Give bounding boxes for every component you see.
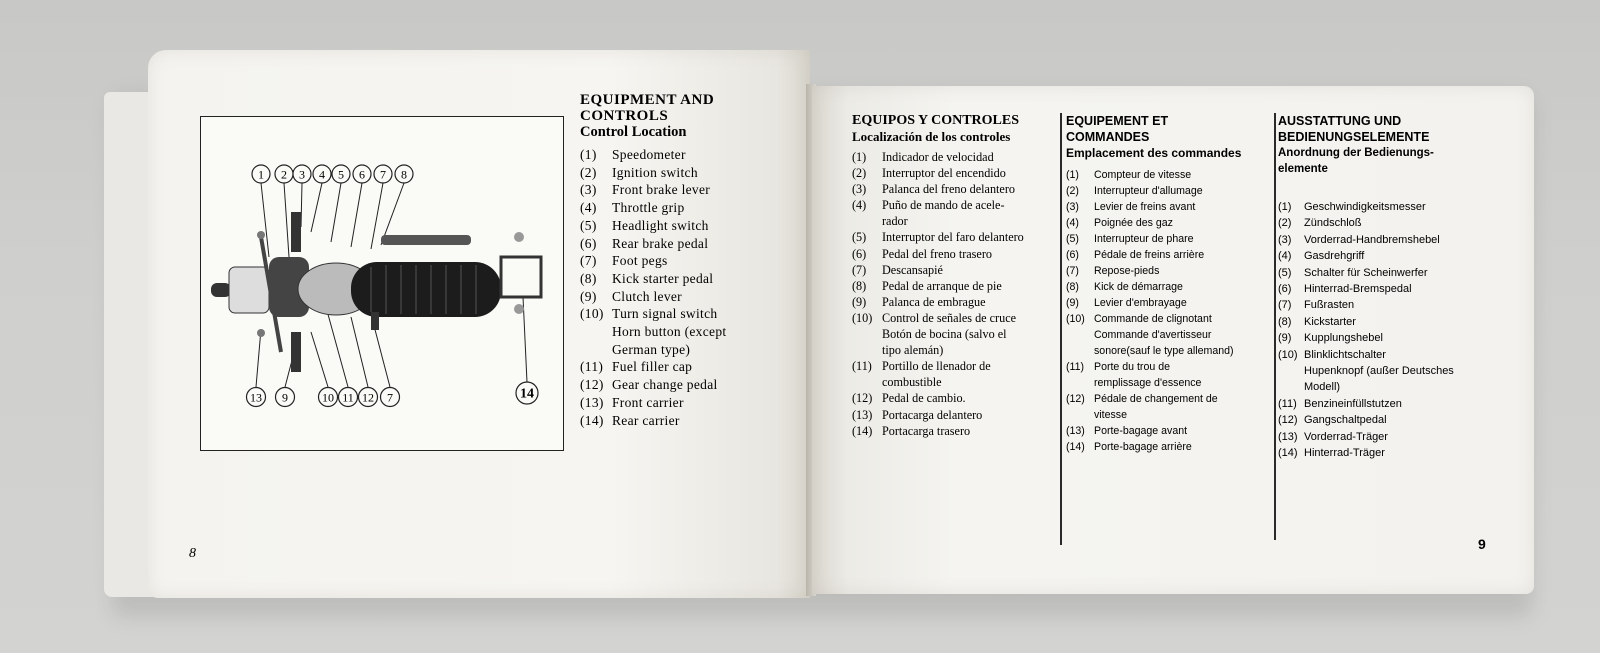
callout-label: 8	[401, 167, 407, 182]
page-number-left: 8	[189, 546, 196, 561]
item-label: Foot pegs	[612, 253, 668, 269]
item-number: (6)	[580, 235, 597, 251]
callout-label: 4	[319, 167, 325, 182]
list-item	[1066, 231, 1280, 247]
callout-label: 13	[250, 390, 262, 405]
item-label: Gear change pedal	[612, 377, 718, 393]
english-title: EQUIPMENT AND CONTROLS	[580, 92, 715, 124]
item-label: Pedal del freno trasero	[882, 246, 992, 261]
item-label: Gasdrehgriff	[1304, 250, 1365, 263]
list-item	[1066, 279, 1280, 295]
callout-label: 3	[299, 167, 305, 182]
item-label: Portacarga delantero	[882, 407, 983, 422]
list-item	[1278, 314, 1498, 330]
item-label: Front carrier	[612, 394, 684, 410]
callout-number	[395, 165, 413, 183]
item-label: Rear carrier	[612, 412, 680, 428]
list-item	[1066, 391, 1280, 423]
callout-number	[319, 388, 338, 407]
item-label: Compteur de vitesse	[1094, 169, 1192, 181]
english-section	[580, 92, 800, 429]
item-label: Ignition switch	[612, 164, 698, 180]
item-label: Headlight switch	[612, 217, 709, 233]
callout-number	[293, 165, 311, 183]
french-subtitle: Emplacement des commandes	[1066, 146, 1242, 160]
item-label: Schalter für Scheinwerfer	[1304, 266, 1428, 279]
callout-label: 2	[281, 167, 287, 182]
item-number: (11)	[852, 359, 872, 374]
item-number: (10)	[1066, 313, 1085, 325]
callout-number	[247, 388, 266, 407]
item-number: (14)	[1066, 441, 1085, 453]
list-item	[580, 305, 800, 358]
item-number: (2)	[1278, 217, 1292, 230]
callout-number	[359, 388, 378, 407]
item-label: Indicador de velocidad	[882, 150, 994, 164]
list-item	[580, 394, 800, 412]
item-number: (8)	[1278, 315, 1292, 328]
item-label: Speedometer	[612, 147, 686, 162]
list-item	[1278, 215, 1498, 231]
item-number: (13)	[852, 407, 873, 422]
list-item	[852, 197, 1062, 229]
list-item	[1278, 330, 1498, 346]
item-number: (9)	[852, 294, 867, 309]
item-number: (12)	[580, 377, 604, 393]
item-number: (7)	[580, 253, 597, 269]
item-label: Blinklichtschalter Hupenknopf (außer Deutsches Modell)	[1304, 348, 1454, 394]
callout-number	[339, 388, 358, 407]
item-number: (8)	[1066, 281, 1079, 293]
item-number: (11)	[580, 359, 604, 375]
column-divider	[1274, 113, 1276, 540]
item-number: (9)	[1066, 297, 1079, 309]
item-label: Puño de mando de acele- rador	[882, 198, 1005, 229]
list-item	[580, 412, 800, 430]
item-label: Hinterrad-Bremspedal	[1304, 283, 1412, 296]
list-item	[580, 376, 800, 394]
item-number: (1)	[580, 147, 597, 162]
item-number: (3)	[580, 182, 597, 198]
list-item	[580, 252, 800, 270]
callout-label: 6	[359, 167, 365, 182]
callout-label: 5	[338, 167, 344, 182]
list-item	[1278, 412, 1498, 428]
page-number-right: 9	[1478, 536, 1486, 552]
callout-number	[276, 388, 295, 407]
item-number: (6)	[852, 246, 867, 261]
item-number: (8)	[852, 278, 867, 293]
item-number: (1)	[1278, 201, 1292, 213]
item-label: Fußrasten	[1304, 299, 1355, 312]
list-item	[1278, 445, 1498, 461]
item-number: (4)	[1066, 217, 1079, 229]
callout-label: 10	[322, 390, 334, 405]
list-item	[580, 217, 800, 235]
list-item	[580, 146, 800, 164]
item-label: Geschwindigkeitsmesser	[1304, 201, 1426, 213]
list-item	[852, 358, 1062, 390]
list-item	[1066, 423, 1280, 439]
item-number: (7)	[1066, 265, 1079, 277]
callout-number	[516, 382, 538, 404]
item-label: Porte du trou de remplissage d'essence	[1094, 361, 1202, 389]
item-number: (14)	[580, 412, 604, 428]
item-number: (3)	[1066, 201, 1079, 213]
french-title: EQUIPEMENT ET COMMANDES	[1066, 114, 1169, 144]
item-number: (6)	[1066, 249, 1079, 261]
list-item	[1066, 183, 1280, 199]
item-number: (9)	[1278, 332, 1292, 345]
column-divider	[1060, 113, 1062, 545]
item-number: (8)	[580, 270, 597, 286]
item-number: (6)	[1278, 283, 1292, 296]
item-label: Levier d'embrayage	[1094, 297, 1187, 309]
item-label: Interruptor del faro delantero	[882, 230, 1024, 245]
list-item	[1066, 263, 1280, 279]
item-label: Pédale de changement de vitesse	[1094, 393, 1218, 421]
item-number: (12)	[1278, 414, 1298, 427]
item-number: (7)	[852, 262, 867, 277]
item-number: (4)	[1278, 250, 1292, 263]
list-item	[580, 270, 800, 288]
german-control-list	[1278, 199, 1498, 462]
item-label: Turn signal switch Horn button (except German type)	[612, 306, 727, 357]
callout-label: 11	[342, 390, 354, 405]
list-item	[1066, 439, 1280, 455]
list-item	[852, 407, 1062, 423]
callout-label: 7	[387, 390, 393, 405]
item-label: Benzineinfüllstutzen	[1304, 397, 1402, 410]
callout-label: 9	[282, 390, 288, 405]
item-label: Pedal de cambio.	[882, 391, 966, 406]
item-label: Kupplungshebel	[1304, 332, 1383, 345]
list-item	[1278, 199, 1498, 215]
item-label: Vorderrad-Handbremshebel	[1304, 233, 1440, 246]
item-label: Vorderrad-Träger	[1304, 430, 1388, 443]
item-number: (4)	[852, 198, 867, 213]
callout-label: 7	[380, 167, 386, 182]
item-label: Kick starter pedal	[612, 270, 714, 286]
item-label: Commande de clignotant Commande d'avertisseur sonore(sauf le type allemand)	[1094, 313, 1234, 357]
item-label: Palanca de embrague	[882, 294, 986, 309]
item-label: Zündschloß	[1304, 217, 1362, 230]
list-item	[1278, 232, 1498, 248]
callout-number	[275, 165, 293, 183]
callout-label: 1	[258, 167, 264, 182]
motorcycle-top-view-illustration	[201, 117, 563, 450]
item-label: Interruptor del encendido	[882, 166, 1006, 181]
item-number: (9)	[580, 288, 597, 304]
item-label: Hinterrad-Träger	[1304, 447, 1385, 460]
callout-number	[313, 165, 331, 183]
list-item	[852, 423, 1062, 439]
list-item	[580, 235, 800, 253]
callout-number	[374, 165, 392, 183]
motorcycle-diagram	[200, 116, 564, 451]
list-item	[852, 294, 1062, 310]
item-label: Pedal de arranque de pie	[882, 278, 1002, 293]
list-item	[580, 288, 800, 306]
item-label: Clutch lever	[612, 288, 682, 304]
item-number: (5)	[580, 217, 597, 233]
list-item	[1278, 265, 1498, 281]
callout-label: 12	[362, 390, 374, 405]
list-item	[1066, 247, 1280, 263]
item-number: (5)	[1278, 266, 1292, 279]
item-number: (10)	[580, 306, 604, 322]
item-number: (14)	[1278, 447, 1298, 460]
item-number: (13)	[1066, 425, 1085, 437]
item-label: Control de señales de cruce Botón de bocina (salvo el tipo alemán)	[882, 310, 1017, 358]
item-label: Portacarga trasero	[882, 423, 971, 438]
german-subtitle: Anordnung der Bedienungs- elemente	[1278, 147, 1434, 175]
list-item	[1278, 396, 1498, 412]
item-label: Throttle grip	[612, 200, 685, 216]
item-label: Poignée des gaz	[1094, 217, 1173, 229]
list-item	[580, 199, 800, 217]
list-item	[1066, 311, 1280, 359]
list-item	[1066, 295, 1280, 311]
item-number: (13)	[1278, 430, 1298, 443]
item-number: (3)	[852, 182, 867, 197]
list-item	[580, 358, 800, 376]
item-number: (12)	[1066, 393, 1085, 405]
callout-number	[332, 165, 350, 183]
item-number: (4)	[580, 200, 597, 216]
item-number: (2)	[852, 166, 867, 181]
item-label: Fuel filler cap	[612, 359, 693, 375]
list-item	[580, 181, 800, 199]
item-label: Front brake lever	[612, 182, 711, 198]
item-label: Levier de freins avant	[1094, 201, 1196, 213]
item-number: (11)	[1278, 397, 1297, 410]
list-item	[1066, 199, 1280, 215]
item-number: (3)	[1278, 233, 1292, 246]
item-label: Porte-bagage avant	[1094, 425, 1188, 437]
list-item	[1278, 297, 1498, 313]
item-label: Gangschaltpedal	[1304, 414, 1387, 427]
item-number: (5)	[1066, 233, 1079, 245]
item-label: Repose-pieds	[1094, 265, 1160, 277]
item-number: (7)	[1278, 299, 1292, 312]
list-item	[1278, 281, 1498, 297]
english-subtitle: Control Location	[580, 124, 687, 140]
list-item	[1066, 167, 1280, 183]
item-label: Palanca del freno delantero	[882, 182, 1015, 197]
item-label: Rear brake pedal	[612, 235, 709, 251]
french-control-list	[1066, 167, 1280, 455]
list-item	[1278, 347, 1498, 396]
list-item	[852, 165, 1062, 181]
list-item	[580, 164, 800, 182]
item-number: (10)	[852, 310, 873, 325]
item-number: (13)	[580, 394, 604, 410]
spanish-section	[852, 113, 1062, 439]
french-section	[1066, 113, 1280, 455]
item-number: (12)	[852, 391, 873, 406]
list-item	[1066, 215, 1280, 231]
item-number: (11)	[1066, 361, 1085, 373]
spanish-control-list	[852, 149, 1062, 439]
item-number: (1)	[1066, 169, 1079, 181]
item-label: Pédale de freins arrière	[1094, 249, 1205, 261]
item-label: Interrupteur d'allumage	[1094, 185, 1203, 197]
list-item	[852, 149, 1062, 165]
spanish-title: EQUIPOS Y CONTROLES	[852, 113, 1019, 128]
list-item	[852, 310, 1062, 358]
item-number: (2)	[1066, 185, 1079, 197]
list-item	[1278, 248, 1498, 264]
list-item	[852, 262, 1062, 278]
item-label: Portillo de llenador de combustible	[882, 359, 991, 390]
list-item	[852, 278, 1062, 294]
item-label: Porte-bagage arrière	[1094, 441, 1192, 453]
list-item	[1278, 429, 1498, 445]
item-label: Kickstarter	[1304, 315, 1356, 328]
spanish-subtitle: Localización de los controles	[852, 129, 1011, 144]
item-number: (1)	[852, 150, 867, 164]
list-item	[1066, 359, 1280, 391]
callout-label: 14	[520, 386, 534, 402]
list-item	[852, 246, 1062, 262]
callout-number	[252, 165, 270, 183]
english-control-list	[580, 146, 800, 429]
item-label: Interrupteur de phare	[1094, 233, 1194, 245]
item-number: (5)	[852, 230, 867, 245]
german-title: AUSSTATTUNG UND BEDIENUNGSELEMENTE	[1278, 114, 1430, 144]
item-label: Descansapié	[882, 262, 943, 277]
list-item	[852, 390, 1062, 406]
callout-number	[381, 388, 400, 407]
item-number: (2)	[580, 164, 597, 180]
list-item	[852, 181, 1062, 197]
item-label: Kick de démarrage	[1094, 281, 1183, 293]
list-item	[852, 229, 1062, 245]
callout-number	[353, 165, 371, 183]
item-number: (10)	[1278, 348, 1298, 361]
german-section	[1278, 113, 1498, 462]
item-number: (14)	[852, 423, 873, 438]
